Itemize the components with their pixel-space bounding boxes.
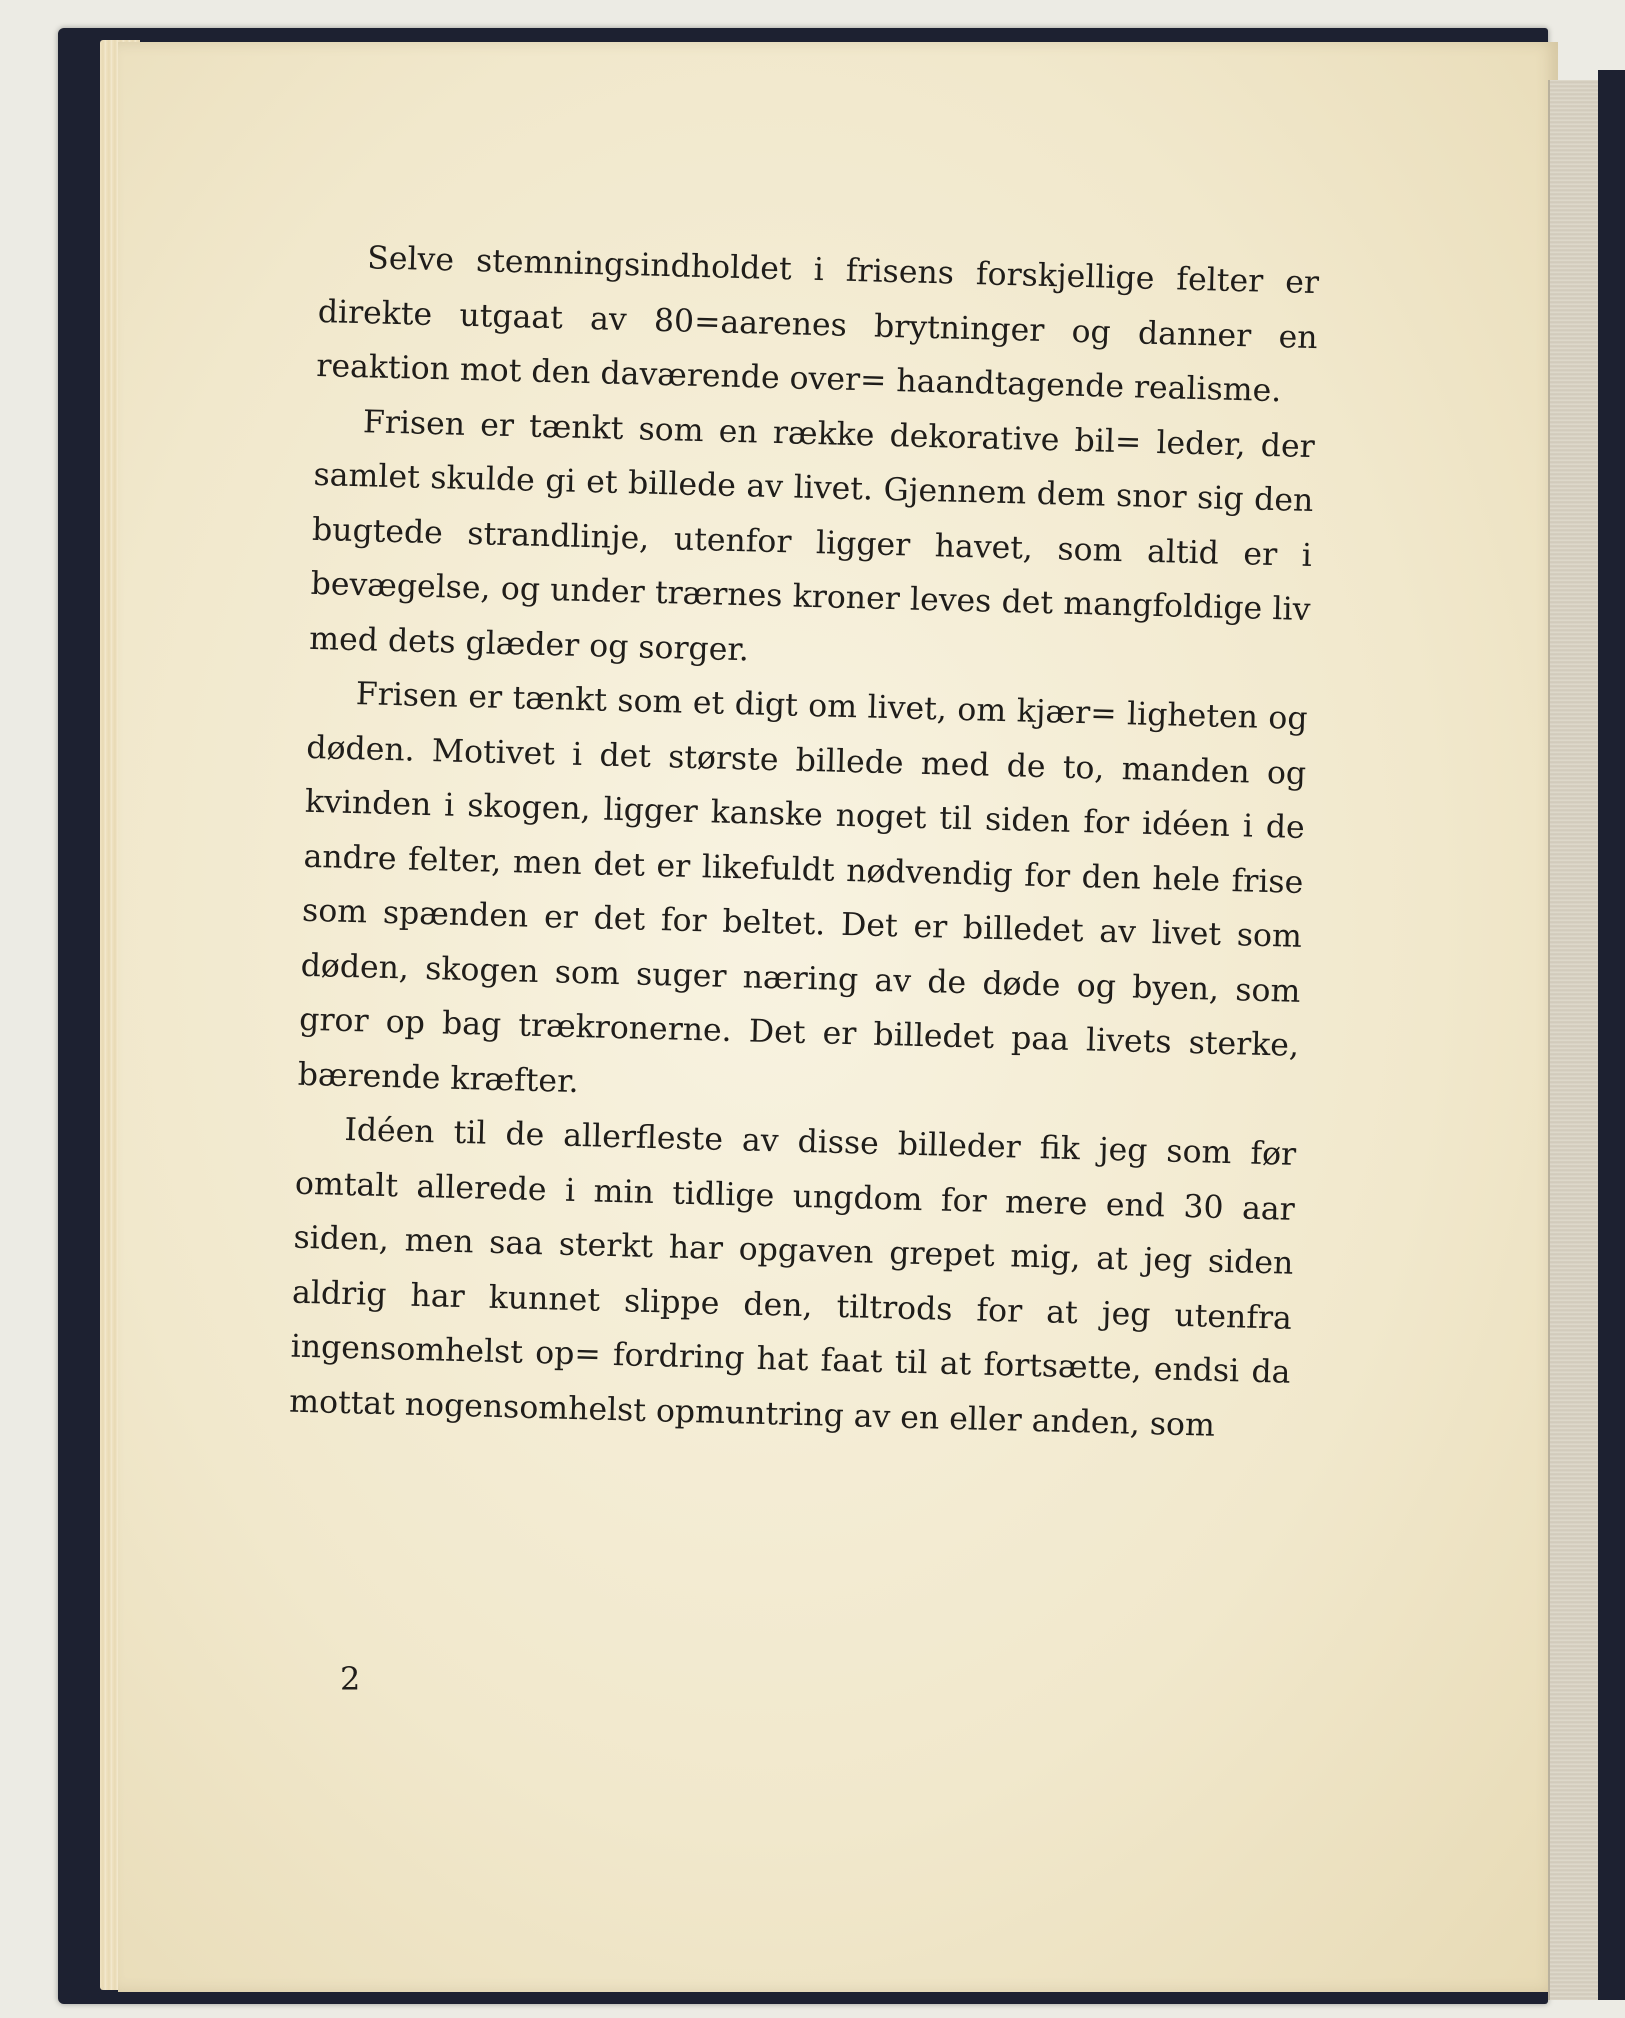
- page-number: 2: [340, 1660, 361, 1698]
- paragraph-1: Selve stemningsindholdet i frisens forskjellige felter er direkte utgaat av 80=aarenes brytninger og danner en reaktion mot den daværende over= haandtagende realisme.: [315, 240, 1320, 410]
- back-cover-edge: [1598, 70, 1625, 2000]
- paragraph-3: Frisen er tænkt som et digt om livet, om kjær= ligheten og døden. Motivet i det største billede med de to, manden og kvinden i skogen, ligger kanske noget til siden for idéen i de andre felter, men det er likefuldt nødvendig for den hele frise som spænden er det for beltet. Det er billedet av livet som døden, skogen som suger næring av de døde og byen, som gror op bag trækronerne. Det er billedet paa livets sterke, bærende kræfter.: [297, 676, 1309, 1100]
- paragraph-2: Frisen er tænkt som en række dekorative bil= leder, der samlet skulde gi et billede av livet. Gjennem dem snor sig den bugtede strandlinje, utenfor ligger havet, som altid er i bevægelse, og under trærnes kroner leves det mangfoldige liv med dets glæder og sorger.: [308, 403, 1316, 668]
- paragraph-4: Idéen til de allerfleste av disse billeder fik jeg som før omtalt allerede i min tidlige ungdom for mere end 30 aar siden, men saa sterkt har opgaven grepet mig, at jeg siden aldrig har kunnet slippe den, tiltrods for at jeg utenfra ingensomhelst op= fordring hat faat til at fortsætte, endsi da mottat nogensomhelst opmuntring av en eller anden, som: [288, 1111, 1297, 1444]
- page-text: [289, 230, 1320, 1455]
- spine-cloth: [1548, 80, 1602, 2000]
